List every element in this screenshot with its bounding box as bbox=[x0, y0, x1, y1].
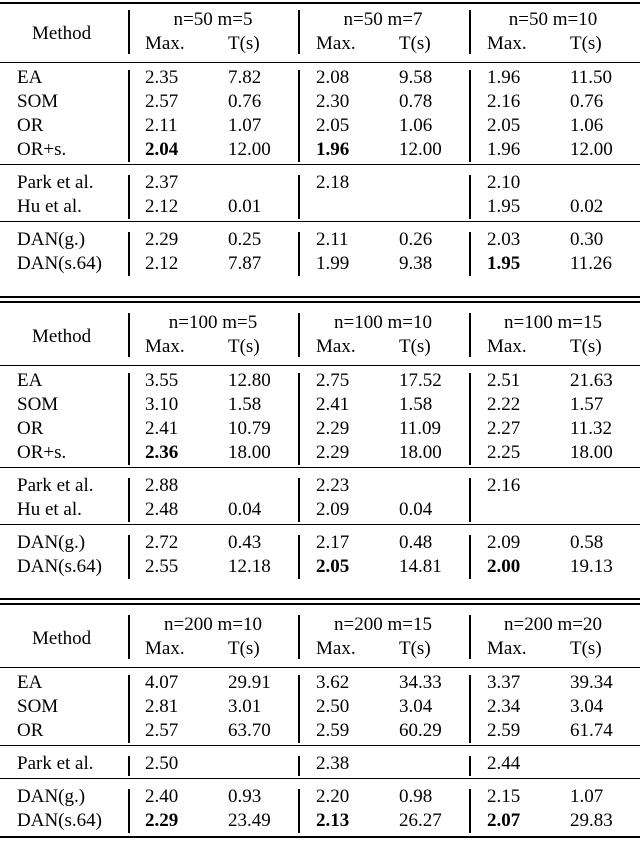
group-header: n=200 m=10 bbox=[164, 614, 262, 635]
column-divider bbox=[128, 756, 130, 776]
time-value-cell: 3.01 bbox=[228, 696, 262, 717]
column-divider bbox=[469, 789, 471, 833]
group-header: n=50 m=7 bbox=[343, 9, 423, 30]
time-value-cell: 0.01 bbox=[228, 196, 262, 217]
time-value-cell: 1.57 bbox=[570, 394, 604, 415]
header-rule bbox=[0, 667, 640, 668]
max-value-cell: 2.29 bbox=[316, 418, 350, 439]
column-divider bbox=[128, 232, 130, 276]
time-value-cell: 34.33 bbox=[399, 672, 442, 693]
method-cell: SOM bbox=[17, 91, 59, 112]
method-cell: DAN(s.64) bbox=[17, 253, 102, 274]
max-value-cell: 2.81 bbox=[145, 696, 179, 717]
method-cell: EA bbox=[17, 370, 43, 391]
group-header: n=50 m=5 bbox=[173, 9, 253, 30]
group-header: n=200 m=20 bbox=[504, 614, 602, 635]
method-cell: DAN(g.) bbox=[17, 229, 86, 250]
column-divider bbox=[128, 478, 130, 522]
max-value-cell: 2.05 bbox=[316, 115, 350, 136]
column-divider bbox=[298, 478, 300, 522]
max-value-cell: 2.05 bbox=[487, 115, 521, 136]
time-column-header: T(s) bbox=[570, 336, 602, 357]
block-rule bbox=[0, 221, 640, 222]
time-column-header: T(s) bbox=[228, 33, 260, 54]
column-divider bbox=[298, 756, 300, 776]
max-value-cell: 2.40 bbox=[145, 786, 179, 807]
max-value-cell: 2.16 bbox=[487, 91, 521, 112]
max-value-cell: 2.11 bbox=[316, 229, 349, 250]
group-header: n=50 m=10 bbox=[508, 9, 598, 30]
header-rule bbox=[0, 62, 640, 63]
time-value-cell: 11.32 bbox=[570, 418, 613, 439]
time-value-cell: 1.58 bbox=[228, 394, 262, 415]
method-cell: EA bbox=[17, 672, 43, 693]
max-value-cell: 1.96 bbox=[487, 139, 521, 160]
max-value-cell: 2.18 bbox=[316, 172, 350, 193]
time-value-cell: 17.52 bbox=[399, 370, 442, 391]
column-divider bbox=[128, 175, 130, 219]
time-value-cell: 9.38 bbox=[399, 253, 433, 274]
time-column-header: T(s) bbox=[570, 33, 602, 54]
column-divider bbox=[469, 232, 471, 276]
max-value-cell: 2.20 bbox=[316, 786, 350, 807]
max-value-cell: 1.99 bbox=[316, 253, 350, 274]
max-value-cell: 2.37 bbox=[145, 172, 179, 193]
time-value-cell: 1.58 bbox=[399, 394, 433, 415]
column-divider bbox=[128, 10, 130, 54]
max-value-cell: 1.96 bbox=[487, 67, 521, 88]
column-divider bbox=[298, 675, 300, 743]
max-value-cell: 2.36 bbox=[145, 442, 179, 463]
max-value-cell: 2.09 bbox=[316, 499, 350, 520]
column-divider bbox=[298, 313, 300, 357]
max-value-cell: 2.22 bbox=[487, 394, 521, 415]
max-value-cell: 2.44 bbox=[487, 753, 521, 774]
time-value-cell: 29.83 bbox=[570, 810, 613, 831]
max-value-cell: 2.03 bbox=[487, 229, 521, 250]
method-cell: SOM bbox=[17, 394, 59, 415]
time-column-header: T(s) bbox=[399, 33, 431, 54]
time-value-cell: 3.04 bbox=[570, 696, 604, 717]
time-value-cell: 14.81 bbox=[399, 556, 442, 577]
section-double-rule-bottom bbox=[0, 301, 640, 303]
max-value-cell: 2.16 bbox=[487, 475, 521, 496]
time-value-cell: 29.91 bbox=[228, 672, 271, 693]
time-value-cell: 11.09 bbox=[399, 418, 442, 439]
max-value-cell: 2.13 bbox=[316, 810, 350, 831]
max-value-cell: 1.96 bbox=[316, 139, 350, 160]
column-divider bbox=[469, 175, 471, 219]
group-header: n=100 m=15 bbox=[504, 312, 602, 333]
method-cell: DAN(s.64) bbox=[17, 810, 102, 831]
column-divider bbox=[128, 313, 130, 357]
block-rule bbox=[0, 164, 640, 165]
method-cell: Park et al. bbox=[17, 475, 94, 496]
method-header: Method bbox=[32, 326, 92, 347]
time-value-cell: 0.26 bbox=[399, 229, 433, 250]
method-cell: OR+s. bbox=[17, 442, 67, 463]
max-value-cell: 2.25 bbox=[487, 442, 521, 463]
time-value-cell: 23.49 bbox=[228, 810, 271, 831]
time-value-cell: 7.82 bbox=[228, 67, 262, 88]
column-divider bbox=[128, 789, 130, 833]
method-header: Method bbox=[32, 628, 92, 649]
column-divider bbox=[128, 615, 130, 659]
max-value-cell: 2.30 bbox=[316, 91, 350, 112]
max-value-cell: 2.05 bbox=[316, 556, 350, 577]
time-column-header: T(s) bbox=[399, 336, 431, 357]
time-value-cell: 12.00 bbox=[570, 139, 613, 160]
max-column-header: Max. bbox=[145, 33, 185, 54]
column-divider bbox=[128, 675, 130, 743]
column-divider bbox=[298, 615, 300, 659]
max-column-header: Max. bbox=[145, 336, 185, 357]
column-divider bbox=[469, 70, 471, 162]
section-double-rule-bottom bbox=[0, 603, 640, 605]
max-value-cell: 2.55 bbox=[145, 556, 179, 577]
max-value-cell: 2.57 bbox=[145, 720, 179, 741]
column-divider bbox=[298, 10, 300, 54]
time-value-cell: 21.63 bbox=[570, 370, 613, 391]
time-value-cell: 12.00 bbox=[228, 139, 271, 160]
max-value-cell: 2.00 bbox=[487, 556, 521, 577]
max-value-cell: 2.15 bbox=[487, 786, 521, 807]
time-value-cell: 0.02 bbox=[570, 196, 604, 217]
max-value-cell: 3.10 bbox=[145, 394, 179, 415]
max-column-header: Max. bbox=[487, 33, 527, 54]
max-value-cell: 2.35 bbox=[145, 67, 179, 88]
time-value-cell: 18.00 bbox=[570, 442, 613, 463]
max-value-cell: 2.57 bbox=[145, 91, 179, 112]
time-value-cell: 9.58 bbox=[399, 67, 433, 88]
max-column-header: Max. bbox=[316, 336, 356, 357]
max-value-cell: 2.88 bbox=[145, 475, 179, 496]
max-column-header: Max. bbox=[316, 638, 356, 659]
time-value-cell: 0.98 bbox=[399, 786, 433, 807]
column-divider bbox=[469, 478, 471, 522]
max-value-cell: 2.27 bbox=[487, 418, 521, 439]
max-value-cell: 2.48 bbox=[145, 499, 179, 520]
block-rule bbox=[0, 778, 640, 779]
max-column-header: Max. bbox=[487, 638, 527, 659]
max-value-cell: 2.10 bbox=[487, 172, 521, 193]
max-value-cell: 2.50 bbox=[316, 696, 350, 717]
time-value-cell: 11.26 bbox=[570, 253, 613, 274]
max-value-cell: 4.07 bbox=[145, 672, 179, 693]
max-value-cell: 2.09 bbox=[487, 532, 521, 553]
method-cell: OR bbox=[17, 115, 44, 136]
section-double-rule-top bbox=[0, 598, 640, 600]
time-value-cell: 0.25 bbox=[228, 229, 262, 250]
max-value-cell: 2.75 bbox=[316, 370, 350, 391]
method-cell: DAN(g.) bbox=[17, 786, 86, 807]
time-value-cell: 0.76 bbox=[228, 91, 262, 112]
max-value-cell: 2.41 bbox=[145, 418, 179, 439]
max-value-cell: 2.17 bbox=[316, 532, 350, 553]
method-cell: OR bbox=[17, 418, 44, 439]
max-value-cell: 2.29 bbox=[316, 442, 350, 463]
time-value-cell: 12.80 bbox=[228, 370, 271, 391]
max-value-cell: 2.08 bbox=[316, 67, 350, 88]
time-value-cell: 0.43 bbox=[228, 532, 262, 553]
max-value-cell: 2.11 bbox=[145, 115, 178, 136]
max-value-cell: 2.50 bbox=[145, 753, 179, 774]
time-value-cell: 11.50 bbox=[570, 67, 613, 88]
time-value-cell: 7.87 bbox=[228, 253, 262, 274]
header-rule bbox=[0, 365, 640, 366]
time-value-cell: 0.04 bbox=[228, 499, 262, 520]
bottom-rule bbox=[0, 836, 640, 838]
time-value-cell: 0.04 bbox=[399, 499, 433, 520]
column-divider bbox=[469, 535, 471, 579]
max-value-cell: 2.29 bbox=[145, 229, 179, 250]
max-value-cell: 3.37 bbox=[487, 672, 521, 693]
column-divider bbox=[298, 373, 300, 465]
method-cell: EA bbox=[17, 67, 43, 88]
time-value-cell: 0.76 bbox=[570, 91, 604, 112]
column-divider bbox=[298, 789, 300, 833]
column-divider bbox=[128, 535, 130, 579]
column-divider bbox=[469, 615, 471, 659]
time-column-header: T(s) bbox=[228, 638, 260, 659]
column-divider bbox=[298, 535, 300, 579]
method-header: Method bbox=[32, 23, 92, 44]
section-double-rule-top bbox=[0, 296, 640, 298]
time-value-cell: 1.07 bbox=[570, 786, 604, 807]
max-value-cell: 3.62 bbox=[316, 672, 350, 693]
time-column-header: T(s) bbox=[570, 638, 602, 659]
time-column-header: T(s) bbox=[399, 638, 431, 659]
method-cell: OR bbox=[17, 720, 44, 741]
time-value-cell: 12.18 bbox=[228, 556, 271, 577]
time-value-cell: 18.00 bbox=[399, 442, 442, 463]
column-divider bbox=[298, 70, 300, 162]
method-cell: Hu et al. bbox=[17, 499, 82, 520]
method-cell: Park et al. bbox=[17, 172, 94, 193]
time-value-cell: 0.30 bbox=[570, 229, 604, 250]
time-value-cell: 0.48 bbox=[399, 532, 433, 553]
column-divider bbox=[128, 70, 130, 162]
time-value-cell: 1.07 bbox=[228, 115, 262, 136]
block-rule bbox=[0, 745, 640, 746]
max-value-cell: 3.55 bbox=[145, 370, 179, 391]
time-value-cell: 1.06 bbox=[570, 115, 604, 136]
column-divider bbox=[469, 756, 471, 776]
max-value-cell: 2.23 bbox=[316, 475, 350, 496]
max-column-header: Max. bbox=[316, 33, 356, 54]
max-value-cell: 2.59 bbox=[487, 720, 521, 741]
time-value-cell: 18.00 bbox=[228, 442, 271, 463]
max-value-cell: 2.12 bbox=[145, 196, 179, 217]
max-value-cell: 2.41 bbox=[316, 394, 350, 415]
max-column-header: Max. bbox=[145, 638, 185, 659]
top-rule bbox=[0, 2, 640, 4]
time-value-cell: 19.13 bbox=[570, 556, 613, 577]
time-value-cell: 63.70 bbox=[228, 720, 271, 741]
time-column-header: T(s) bbox=[228, 336, 260, 357]
max-value-cell: 2.29 bbox=[145, 810, 179, 831]
time-value-cell: 0.78 bbox=[399, 91, 433, 112]
column-divider bbox=[298, 232, 300, 276]
method-cell: OR+s. bbox=[17, 139, 67, 160]
group-header: n=200 m=15 bbox=[334, 614, 432, 635]
max-value-cell: 2.51 bbox=[487, 370, 521, 391]
max-value-cell: 2.12 bbox=[145, 253, 179, 274]
time-value-cell: 60.29 bbox=[399, 720, 442, 741]
max-value-cell: 2.34 bbox=[487, 696, 521, 717]
method-cell: Hu et al. bbox=[17, 196, 82, 217]
max-value-cell: 1.95 bbox=[487, 196, 521, 217]
time-value-cell: 10.79 bbox=[228, 418, 271, 439]
group-header: n=100 m=5 bbox=[168, 312, 258, 333]
time-value-cell: 39.34 bbox=[570, 672, 613, 693]
time-value-cell: 0.58 bbox=[570, 532, 604, 553]
method-cell: SOM bbox=[17, 696, 59, 717]
method-cell: DAN(g.) bbox=[17, 532, 86, 553]
max-value-cell: 2.59 bbox=[316, 720, 350, 741]
max-value-cell: 2.72 bbox=[145, 532, 179, 553]
column-divider bbox=[128, 373, 130, 465]
time-value-cell: 12.00 bbox=[399, 139, 442, 160]
max-value-cell: 2.38 bbox=[316, 753, 350, 774]
column-divider bbox=[298, 175, 300, 219]
group-header: n=100 m=10 bbox=[334, 312, 432, 333]
time-value-cell: 3.04 bbox=[399, 696, 433, 717]
column-divider bbox=[469, 313, 471, 357]
time-value-cell: 0.93 bbox=[228, 786, 262, 807]
method-cell: DAN(s.64) bbox=[17, 556, 102, 577]
max-value-cell: 1.95 bbox=[487, 253, 521, 274]
max-value-cell: 2.04 bbox=[145, 139, 179, 160]
max-value-cell: 2.07 bbox=[487, 810, 521, 831]
column-divider bbox=[469, 675, 471, 743]
method-cell: Park et al. bbox=[17, 753, 94, 774]
time-value-cell: 26.27 bbox=[399, 810, 442, 831]
column-divider bbox=[469, 10, 471, 54]
time-value-cell: 61.74 bbox=[570, 720, 613, 741]
block-rule bbox=[0, 524, 640, 525]
time-value-cell: 1.06 bbox=[399, 115, 433, 136]
max-column-header: Max. bbox=[487, 336, 527, 357]
block-rule bbox=[0, 467, 640, 468]
column-divider bbox=[469, 373, 471, 465]
